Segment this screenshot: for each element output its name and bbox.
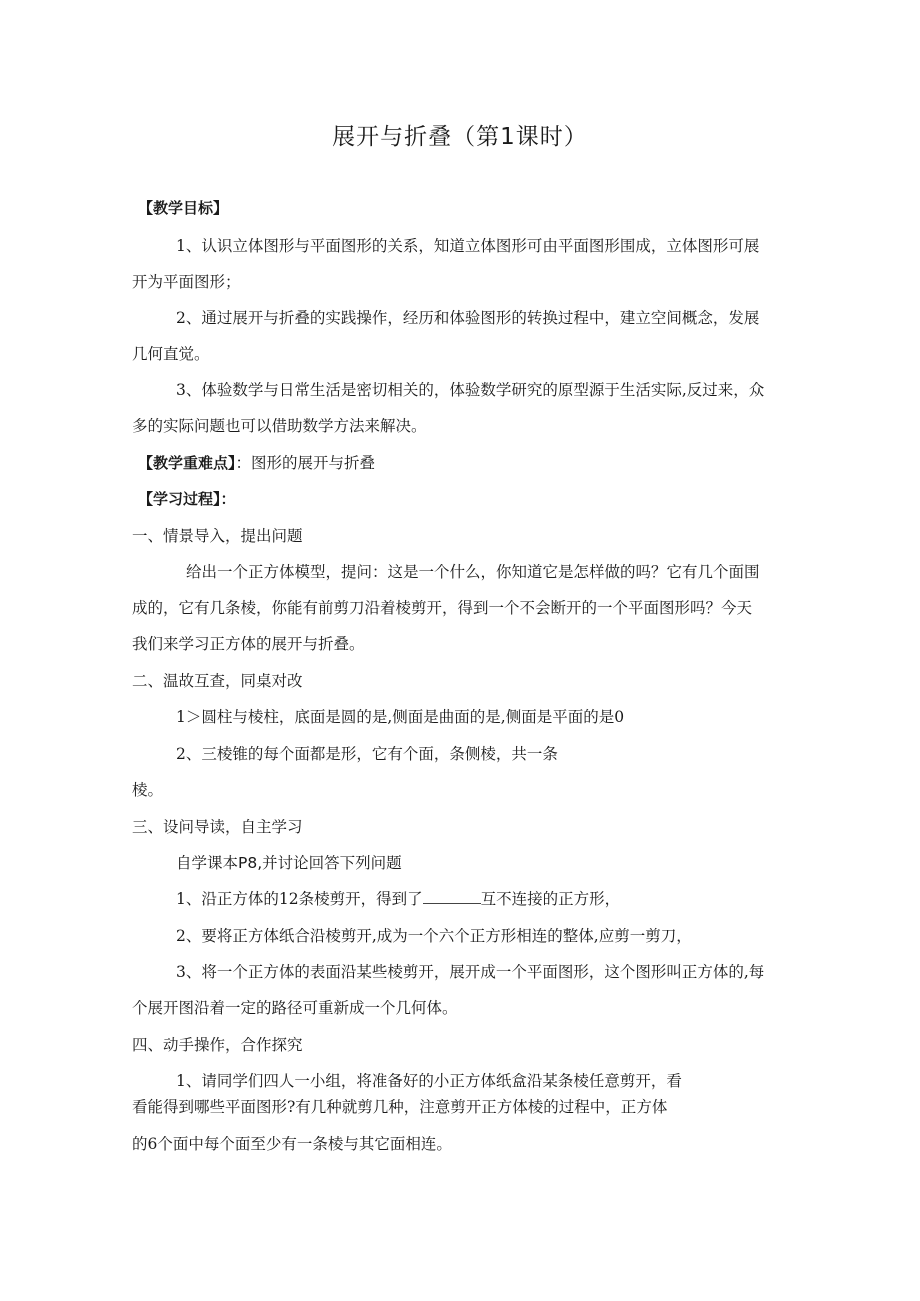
- objective-3-line2: 多的实际问题也可以借助数学方法来解决。: [132, 417, 427, 435]
- section-3-intro: 自学课本P8,并讨论回答下列问题: [176, 854, 402, 872]
- section-1-line1: 给出一个正方体模型，提问：这是一个什么，你知道它是怎样做的吗？它有几个面围: [186, 563, 760, 581]
- objective-2-line2: 几何直觉。: [132, 345, 210, 363]
- section-3-q1-after: 互不连接的正方形，: [480, 890, 621, 908]
- process-line: [138, 489, 236, 509]
- objective-1-line1: 1、认识立体图形与平面图形的关系，知道立体图形可由平面图形围成，立体图形可展: [176, 237, 760, 255]
- objective-2-line1: 2、通过展开与折叠的实践操作，经历和体验图形的转换过程中，建立空间概念，发展: [176, 309, 760, 327]
- section-3-q3-line2: 个展开图沿着一定的路径可重新成一个几何体。: [132, 999, 458, 1017]
- section-1-heading: 一、情景导入，提出问题: [132, 527, 303, 545]
- page-title: 展开与折叠（第1课时）: [332, 124, 588, 150]
- section-3-q3-line1: 3、将一个正方体的表面沿某些棱剪开，展开成一个平面图形，这个图形叫正方体的,每: [176, 963, 765, 981]
- section-2-item1: 1＞圆柱与棱柱，底面是圆的是,侧面是曲面的是,侧面是平面的是0: [176, 708, 625, 726]
- section-3-q1: [176, 889, 620, 909]
- section-1-line3: 我们来学习正方体的展开与折叠。: [132, 635, 365, 653]
- section-4-line2: 看能得到哪些平面图形?有几种就剪几种，注意剪开正方体棱的过程中，正方体: [132, 1098, 668, 1116]
- section-3-heading: 三、设问导读，自主学习: [132, 818, 303, 836]
- section-2-item2-line2: 棱。: [132, 781, 164, 799]
- section-2-item2-line1: 2、三棱锥的每个面都是形，它有个面，条侧棱，共一条: [176, 745, 558, 763]
- section-3-q2: 2、要将正方体纸合沿棱剪开,成为一个六个正方形相连的整体,应剪一剪刀，: [176, 927, 692, 945]
- section-4-heading: 四、动手操作，合作探究: [132, 1036, 303, 1054]
- process-heading: 【学习过程】: [138, 490, 221, 508]
- key-points-heading: 【教学重难点】: [138, 454, 236, 472]
- key-points-text: ：图形的展开与折叠: [235, 454, 376, 472]
- section-4-line1: 1、请同学们四人一小组，将准备好的小正方体纸盒沿某条棱任意剪开，看: [176, 1072, 682, 1090]
- section-4-line3: 的6个面中每个面至少有一条棱与其它面相连。: [132, 1135, 452, 1153]
- fill-in-blank: [423, 889, 481, 904]
- section-2-heading: 二、温故互查，同桌对改: [132, 672, 303, 690]
- process-colon: ：: [220, 490, 236, 508]
- objective-3-line1: 3、体验数学与日常生活是密切相关的，体验数学研究的原型源于生活实际,反过来，众: [176, 381, 765, 399]
- section-3-q1-before: 1、沿正方体的12条棱剪开，得到了: [176, 890, 423, 908]
- section-1-line2: 成的，它有几条棱，你能有前剪刀沿着棱剪开，得到一个不会断开的一个平面图形吗？今天: [132, 599, 753, 617]
- objectives-heading: 【教学目标】: [138, 199, 229, 217]
- key-points-line: [138, 453, 375, 473]
- objective-1-line2: 开为平面图形；: [132, 273, 241, 291]
